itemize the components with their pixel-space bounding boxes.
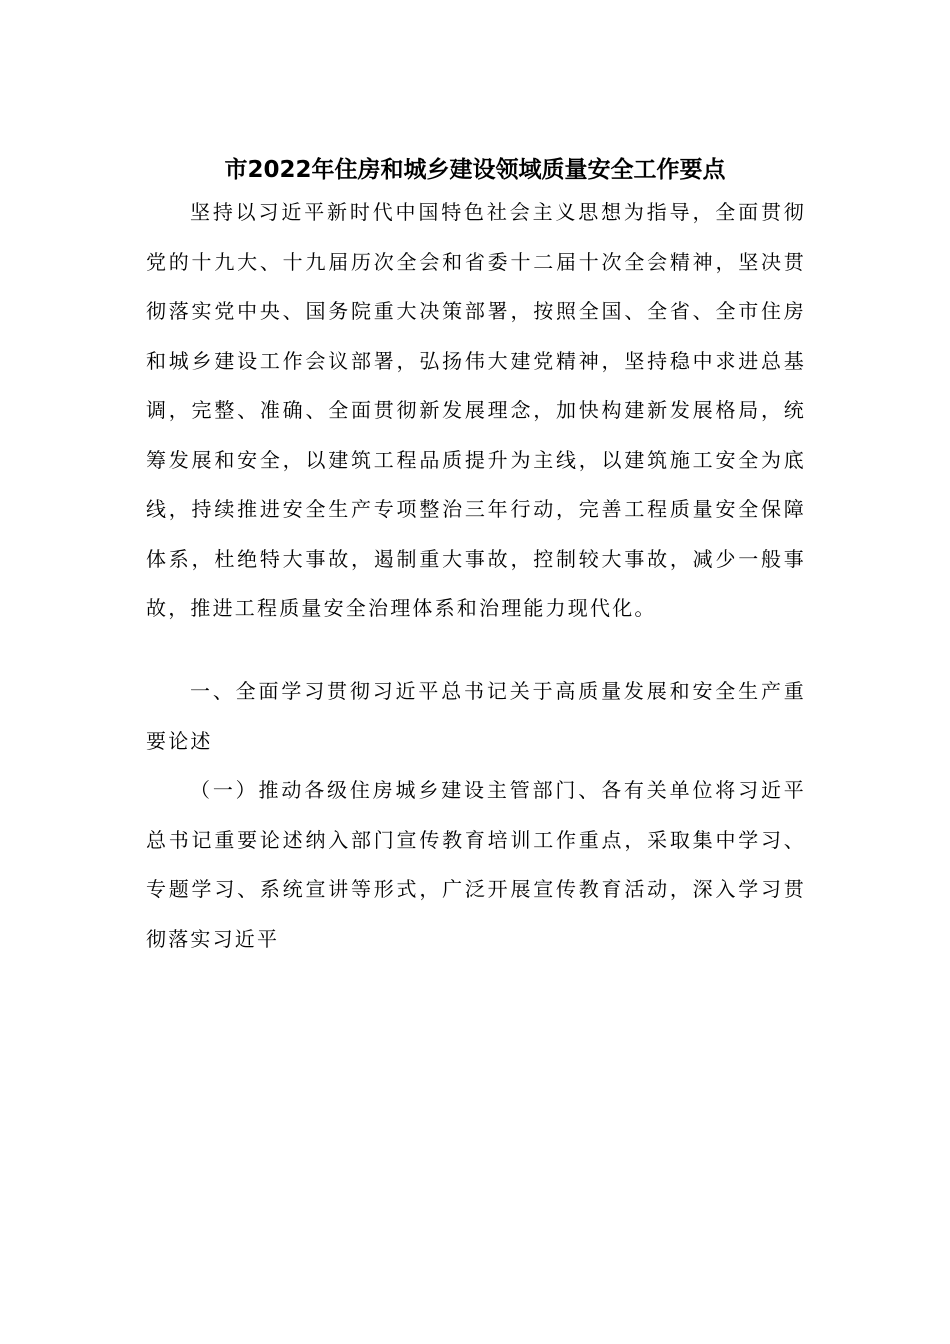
intro-paragraph: 坚持以习近平新时代中国特色社会主义思想为指导，全面贯彻党的十九大、十九届历次全会和省委十二届十次全会精神，坚决贯彻落实党中央、国务院重大决策部署，按照全国、全省、全市住房和城乡建设工作会议部署，弘扬伟大建党精神，坚持稳中求进总基调，完整、准确、全面贯彻新发展理念，加快构建新发展格局，统筹发展和安全，以建筑工程品质提升为主线，以建筑施工安全为底线，持续推进安全生产专项整治三年行动，完善工程质量安全保障体系，杜绝特大事故，遏制重大事故，控制较大事故，减少一般事故，推进工程质量安全治理体系和治理能力现代化。 [146,200,806,620]
section-1-item-1: （一）推动各级住房城乡建设主管部门、各有关单位将习近平总书记重要论述纳入部门宣传教育培训工作重点，采取集中学习、专题学习、系统宣讲等形式，广泛开展宣传教育活动，深入学习贯彻落实习近平 [146,778,806,951]
section-1-heading: 一、全面学习贯彻习近平总书记关于高质量发展和安全生产重要论述 [146,679,806,753]
document-title: 市2022年住房和城乡建设领域质量安全工作要点 [224,157,726,183]
